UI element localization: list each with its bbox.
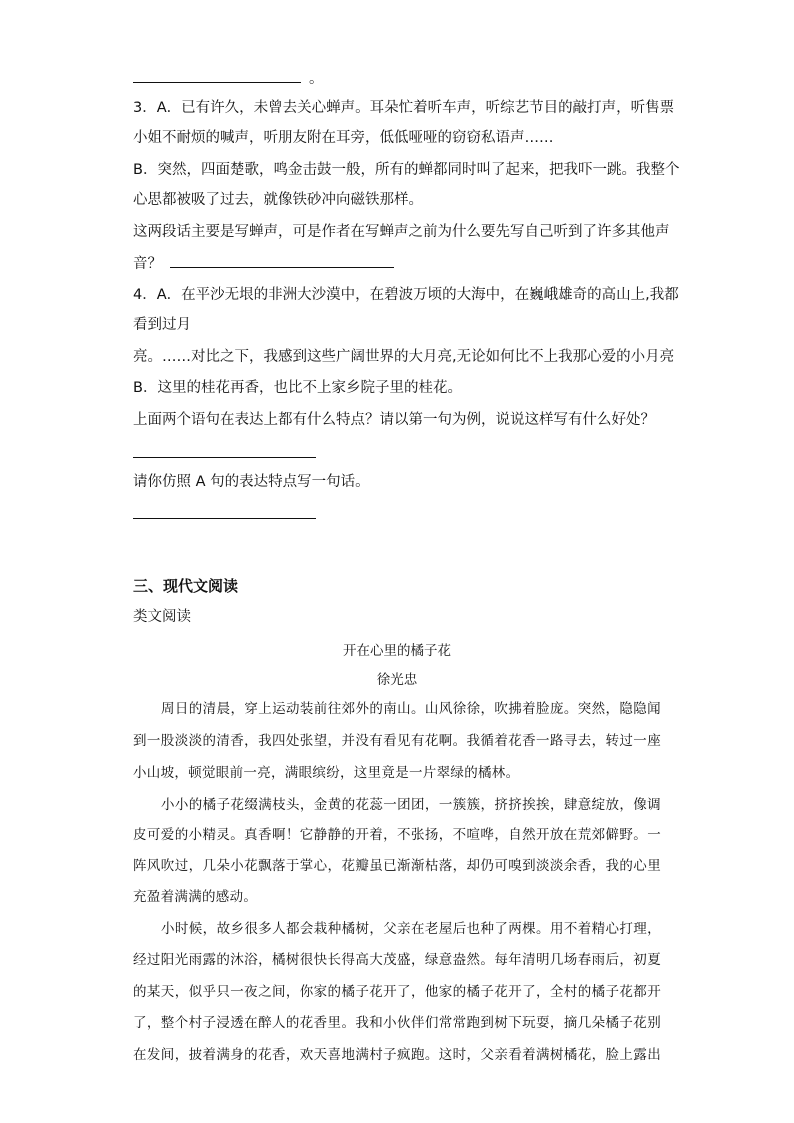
article-title: 开在心里的橘子花: [343, 643, 451, 659]
section-subheading: 类文阅读: [133, 609, 191, 625]
answer-blank[interactable]: [133, 457, 316, 458]
answer-blank[interactable]: [133, 68, 301, 83]
q4-imitate: 请你仿照 A 句的表达特点写一句话。: [133, 474, 370, 490]
q4-a-line2: 看到过月: [133, 317, 191, 333]
q3-question-line2: [133, 253, 394, 274]
p2-line1: 小小的橘子花缀满枝头，金黄的花蕊一团团，一簇簇，挤挤挨挨，肆意绽放，像调: [161, 797, 661, 813]
q2-answer-line: [133, 68, 324, 89]
p1-line3: 小山坡，顿觉眼前一亮，满眼缤纷，这里竟是一片翠绿的橘林。: [133, 765, 520, 781]
section-heading: 三、现代文阅读: [133, 577, 239, 595]
p3-line5: 在发间，披着满身的花香，欢天喜地满村子疯跑。这时，父亲看着满树橘花，脸上露出: [133, 1047, 661, 1063]
answer-blank[interactable]: [170, 253, 394, 268]
p2-line3: 阵风吹过，几朵小花飘落于掌心，花瓣虽已渐渐枯落，却仍可嗅到淡淡余香，我的心里: [133, 858, 661, 874]
q4-b-line: B．这里的桂花再香，也比不上家乡院子里的桂花。: [133, 380, 462, 396]
p1-line2: 到一股淡淡的清香，我四处张望，并没有看见有花啊。我循着花香一路寻去，转过一座: [133, 733, 661, 749]
q4-a-line3: 亮。……对比之下，我感到这些广阔世界的大月亮,无论如何比不上我那心爱的小月亮: [133, 349, 675, 365]
q2-tail-text: 。: [309, 71, 324, 87]
p2-line2: 皮可爱的小精灵。真香啊！它静静的开着，不张扬，不喧哗，自然开放在荒郊僻野。一: [133, 827, 661, 843]
q3-a-line2: 小姐不耐烦的喊声，听朋友附在耳旁，低低哑哑的窃窃私语声……: [133, 130, 554, 146]
q4-question: 上面两个语句在表达上都有什么特点？请以第一句为例，说说这样写有什么好处？: [133, 412, 655, 428]
q3-question-tail: 音？: [133, 256, 162, 272]
article-author: 徐光忠: [376, 672, 418, 688]
p3-line3: 的某天，似乎只一夜之间，你家的橘子花开了，他家的橘子花开了，全村的橘子花都开: [133, 984, 661, 1000]
p2-line4: 充盈着满满的感动。: [133, 889, 258, 905]
p1-line1: 周日的清晨，穿上运动装前往郊外的南山。山风徐徐，吹拂着脸庞。突然，隐隐闻: [161, 701, 661, 717]
q3-b-line2: 心思都被吸了过去，就像铁砂冲向磁铁那样。: [133, 192, 423, 208]
q3-question-line1: 这两段话主要是写蝉声，可是作者在写蝉声之前为什么要先写自己听到了许多其他声: [133, 224, 670, 240]
q4-a-line1: 4．A．在平沙无垠的非洲大沙漠中，在碧波万顷的大海中，在巍峨雄奇的高山上,我都: [133, 287, 679, 303]
q3-a-line1: 3．A．已有许久，未曾去关心蝉声。耳朵忙着听车声，听综艺节目的敲打声，听售票: [133, 100, 675, 116]
p3-line4: 了，整个村子浸透在醉人的花香里。我和小伙伴们常常跑到树下玩耍，摘几朵橘子花别: [133, 1015, 661, 1031]
answer-blank[interactable]: [133, 518, 316, 519]
p3-line1: 小时候，故乡很多人都会栽种橘树，父亲在老屋后也种了两棵。用不着精心打理，: [161, 921, 661, 937]
p3-line2: 经过阳光雨露的沐浴，橘树很快长得高大茂盛，绿意盎然。每年清明几场春雨后，初夏: [133, 952, 661, 968]
q3-b-line1: B．突然，四面楚歌，鸣金击鼓一般，所有的蝉都同时叫了起来，把我吓一跳。我整个: [133, 162, 680, 178]
